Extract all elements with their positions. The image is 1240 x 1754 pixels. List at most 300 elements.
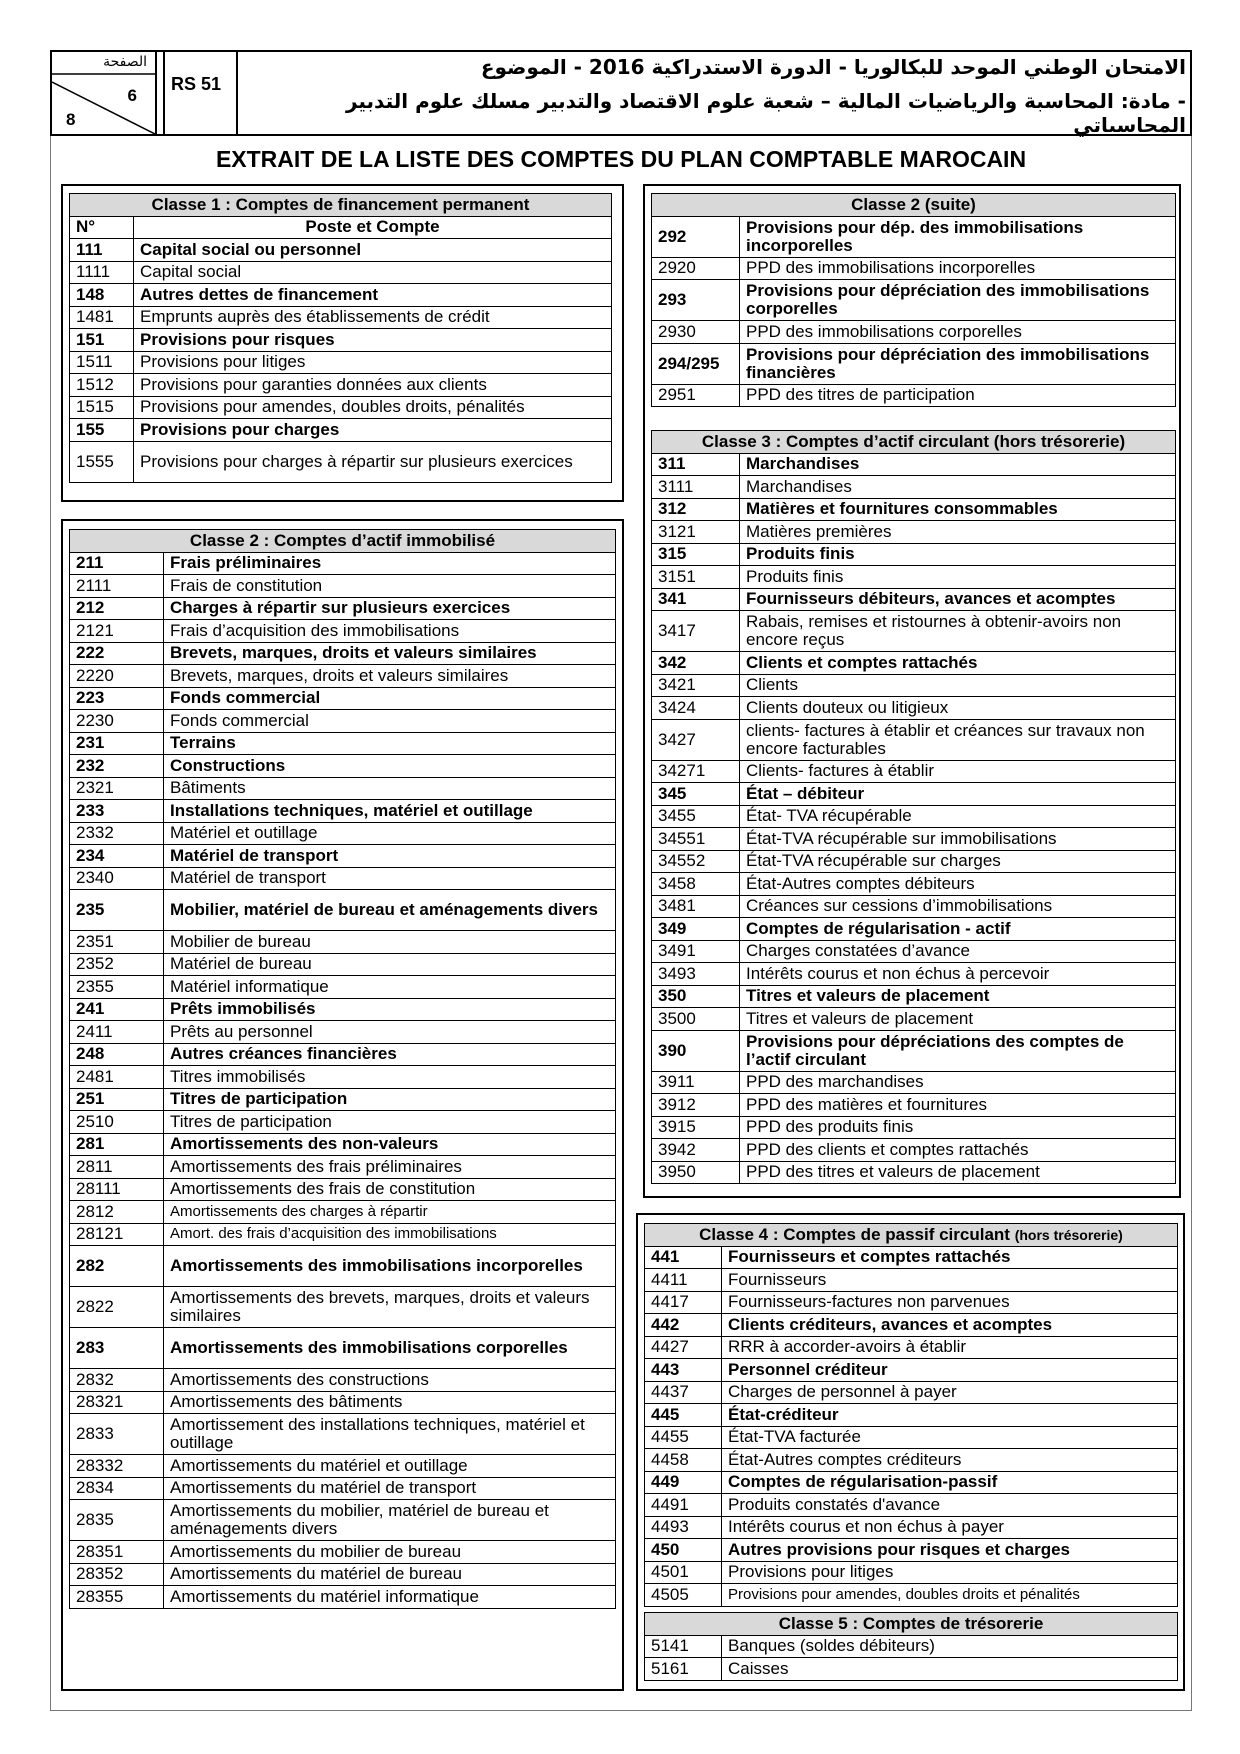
account-number: 28355: [70, 1586, 164, 1609]
account-number: 2930: [652, 321, 740, 344]
account-label: Amortissements du matériel et outillage: [164, 1455, 616, 1478]
account-row: [645, 1246, 1178, 1269]
account-number: 251: [70, 1088, 164, 1111]
col-poste-header: Poste et Compte: [134, 216, 612, 239]
page-total: 8: [66, 110, 76, 129]
account-number: 34271: [652, 760, 740, 783]
account-label: Provisions pour dép. des immobilisations incorporelles: [740, 216, 1176, 257]
account-row: [645, 1426, 1178, 1449]
account-row: [70, 597, 616, 620]
account-number: 4501: [645, 1561, 722, 1584]
account-number: 293: [652, 280, 740, 321]
account-row: [70, 665, 616, 688]
account-number: 349: [652, 918, 740, 941]
account-row: [70, 552, 616, 575]
account-row: [652, 216, 1176, 257]
account-row: [645, 1539, 1178, 1562]
account-number: 3151: [652, 566, 740, 589]
account-row: [645, 1449, 1178, 1472]
account-label: Titres et valeurs de placement: [740, 1008, 1176, 1031]
account-number: 28332: [70, 1455, 164, 1478]
account-number: 1515: [70, 396, 134, 419]
account-number: 3493: [652, 963, 740, 986]
account-label: Matériel de transport: [164, 845, 616, 868]
account-label: Charges constatées d’avance: [740, 940, 1176, 963]
account-row: [70, 1414, 616, 1455]
account-row: [652, 873, 1176, 896]
account-row: [70, 620, 616, 643]
account-label: Fournisseurs: [722, 1269, 1178, 1292]
account-label: Provisions pour risques: [134, 329, 612, 352]
account-row: [652, 521, 1176, 544]
account-number: 390: [652, 1030, 740, 1071]
account-number: 2351: [70, 931, 164, 954]
account-label: Matières premières: [740, 521, 1176, 544]
account-number: 294/295: [652, 343, 740, 384]
class3-title: Classe 3 : Comptes d’actif circulant (hors trésorerie): [652, 431, 1176, 454]
account-row: [70, 306, 612, 329]
account-row: [652, 1008, 1176, 1031]
account-label: PPD des titres de participation: [740, 384, 1176, 407]
account-number: 223: [70, 687, 164, 710]
account-label: Rabais, remises et ristournes à obtenir-avoirs non encore reçus: [740, 611, 1176, 652]
account-row: [70, 1500, 616, 1541]
account-label: Amortissements des immobilisations corporelles: [164, 1328, 616, 1369]
exam-header-text: [244, 52, 1186, 137]
account-number: 441: [645, 1246, 722, 1269]
account-row: [645, 1471, 1178, 1494]
account-label: Amortissements des charges à répartir: [164, 1201, 616, 1224]
account-row: [652, 588, 1176, 611]
account-number: 212: [70, 597, 164, 620]
account-number: 3942: [652, 1139, 740, 1162]
account-number: 28111: [70, 1178, 164, 1201]
account-number: 2832: [70, 1369, 164, 1392]
account-row: [652, 985, 1176, 1008]
account-row: [645, 1516, 1178, 1539]
account-label: Capital social: [134, 261, 612, 284]
account-row: [652, 850, 1176, 873]
account-row: [652, 828, 1176, 851]
account-label: Provisions pour dépréciation des immobilisations corporelles: [740, 280, 1176, 321]
account-row: [70, 1201, 616, 1224]
account-number: 5161: [645, 1658, 722, 1681]
account-row: [645, 1314, 1178, 1337]
account-label: État- TVA récupérable: [740, 805, 1176, 828]
page-title: EXTRAIT DE LA LISTE DES COMPTES DU PLAN COMPTABLE MAROCAIN: [215, 146, 1027, 172]
account-number: 222: [70, 642, 164, 665]
account-label: Clients- factures à établir: [740, 760, 1176, 783]
exam-header: [50, 50, 1192, 136]
account-label: Amortissements du matériel de transport: [164, 1477, 616, 1500]
account-number: 4491: [645, 1494, 722, 1517]
account-label: Mobilier de bureau: [164, 931, 616, 954]
account-label: Titres et valeurs de placement: [740, 985, 1176, 1008]
account-label: PPD des clients et comptes rattachés: [740, 1139, 1176, 1162]
account-label: Fournisseurs et comptes rattachés: [722, 1246, 1178, 1269]
account-label: Fonds commercial: [164, 687, 616, 710]
account-label: Produits constatés d'avance: [722, 1494, 1178, 1517]
account-row: [70, 1156, 616, 1179]
account-number: 4455: [645, 1426, 722, 1449]
account-number: 28352: [70, 1563, 164, 1586]
account-label: Personnel créditeur: [722, 1359, 1178, 1382]
account-label: État-TVA récupérable sur immobilisations: [740, 828, 1176, 851]
account-label: Charges à répartir sur plusieurs exercices: [164, 597, 616, 620]
account-label: Titres de participation: [164, 1111, 616, 1134]
account-row: [70, 890, 616, 931]
account-row: [70, 1477, 616, 1500]
account-label: Matériel et outillage: [164, 822, 616, 845]
account-number: 342: [652, 652, 740, 675]
account-row: [70, 261, 612, 284]
account-number: 2121: [70, 620, 164, 643]
account-number: 3950: [652, 1161, 740, 1184]
account-number: 443: [645, 1359, 722, 1382]
account-label: Fournisseurs débiteurs, avances et acomptes: [740, 588, 1176, 611]
account-label: Provisions pour amendes, doubles droits, pénalités: [134, 396, 612, 419]
account-row: [70, 1178, 616, 1201]
account-row: [645, 1635, 1178, 1658]
account-row: [70, 931, 616, 954]
account-row: [70, 374, 612, 397]
account-label: Amortissements des bâtiments: [164, 1391, 616, 1414]
account-number: 3500: [652, 1008, 740, 1031]
account-row: [652, 719, 1176, 760]
account-row: [70, 1541, 616, 1564]
account-number: 449: [645, 1471, 722, 1494]
account-row: [652, 1030, 1176, 1071]
account-row: [70, 1563, 616, 1586]
account-row: [70, 1369, 616, 1392]
account-row: [70, 845, 616, 868]
account-row: [70, 1223, 616, 1246]
account-label: Intérêts courus et non échus à percevoir: [740, 963, 1176, 986]
account-row: [70, 284, 612, 307]
account-label: Marchandises: [740, 453, 1176, 476]
account-label: Provisions pour dépréciation des immobilisations financières: [740, 343, 1176, 384]
account-row: [70, 777, 616, 800]
account-number: 2822: [70, 1287, 164, 1328]
account-label: Titres de participation: [164, 1088, 616, 1111]
account-row: [70, 998, 616, 1021]
account-number: 282: [70, 1246, 164, 1287]
account-label: État-créditeur: [722, 1404, 1178, 1427]
account-label: Amortissements du matériel informatique: [164, 1586, 616, 1609]
exam-title-line2: - مادة: المحاسبة والرياضيات المالية – شعبة علوم الاقتصاد والتدبير مسلك علوم التدبير المحاسباتي: [345, 89, 1186, 137]
account-row: [652, 1071, 1176, 1094]
account-label: PPD des titres et valeurs de placement: [740, 1161, 1176, 1184]
account-number: 2811: [70, 1156, 164, 1179]
col-number-header: N°: [70, 216, 134, 239]
account-number: 1111: [70, 261, 134, 284]
account-label: Amortissements du mobilier, matériel de bureau et aménagements divers: [164, 1500, 616, 1541]
account-number: 241: [70, 998, 164, 1021]
account-number: 3421: [652, 674, 740, 697]
account-row: [70, 1133, 616, 1156]
account-label: Clients douteux ou litigieux: [740, 697, 1176, 720]
class1-title: Classe 1 : Comptes de financement permanent: [70, 194, 612, 217]
account-row: [652, 1094, 1176, 1117]
account-row: [652, 697, 1176, 720]
exam-code: RS 51: [171, 74, 222, 94]
account-row: [70, 755, 616, 778]
page-number: 6: [127, 86, 137, 105]
account-row: [70, 396, 612, 419]
account-label: Amortissements du mobilier de bureau: [164, 1541, 616, 1564]
class1-table: [69, 193, 612, 483]
account-number: 1511: [70, 351, 134, 374]
account-label: Amortissements des brevets, marques, droits et valeurs similaires: [164, 1287, 616, 1328]
account-label: RRR à accorder-avoirs à établir: [722, 1336, 1178, 1359]
account-row: [645, 1658, 1178, 1681]
account-row: [70, 1043, 616, 1066]
class2-suite-table: [651, 193, 1176, 407]
account-label: Provisions pour litiges: [134, 351, 612, 374]
account-label: Créances sur cessions d’immobilisations: [740, 895, 1176, 918]
account-number: 231: [70, 732, 164, 755]
account-label: Provisions pour charges à répartir sur plusieurs exercices: [134, 441, 612, 482]
account-row: [70, 1586, 616, 1609]
account-number: 3427: [652, 719, 740, 760]
account-label: Constructions: [164, 755, 616, 778]
account-number: 1481: [70, 306, 134, 329]
account-row: [645, 1584, 1178, 1607]
account-label: Produits finis: [740, 566, 1176, 589]
account-row: [652, 652, 1176, 675]
account-row: [652, 566, 1176, 589]
account-number: 28321: [70, 1391, 164, 1414]
account-row: [70, 1328, 616, 1369]
account-number: 450: [645, 1539, 722, 1562]
account-row: [645, 1336, 1178, 1359]
exam-code-box: [163, 52, 238, 134]
account-row: [652, 895, 1176, 918]
account-row: [652, 257, 1176, 280]
account-label: Intérêts courus et non échus à payer: [722, 1516, 1178, 1539]
account-row: [70, 687, 616, 710]
account-row: [652, 498, 1176, 521]
account-number: 232: [70, 755, 164, 778]
exam-title-line1: الامتحان الوطني الموحد للبكالوريا - الدورة الاستدراكية 2016 - الموضوع: [480, 55, 1186, 79]
account-label: Provisions pour charges: [134, 419, 612, 442]
account-row: [652, 321, 1176, 344]
account-label: Matériel informatique: [164, 976, 616, 999]
account-row: [70, 953, 616, 976]
account-label: Clients et comptes rattachés: [740, 652, 1176, 675]
account-number: 234: [70, 845, 164, 868]
account-label: PPD des matières et fournitures: [740, 1094, 1176, 1117]
account-number: 3458: [652, 873, 740, 896]
account-number: 235: [70, 890, 164, 931]
account-number: 2920: [652, 257, 740, 280]
account-number: 311: [652, 453, 740, 476]
account-row: [645, 1494, 1178, 1517]
account-row: [70, 976, 616, 999]
account-label: Amortissements des non-valeurs: [164, 1133, 616, 1156]
account-row: [70, 239, 612, 262]
account-label: Autres créances financières: [164, 1043, 616, 1066]
account-label: clients- factures à établir et créances sur travaux non encore facturables: [740, 719, 1176, 760]
account-number: 4505: [645, 1584, 722, 1607]
account-label: PPD des immobilisations incorporelles: [740, 257, 1176, 280]
account-row: [70, 1455, 616, 1478]
account-row: [70, 732, 616, 755]
account-number: 111: [70, 239, 134, 262]
account-number: 151: [70, 329, 134, 352]
account-row: [652, 805, 1176, 828]
class2-table: [69, 529, 616, 1609]
account-number: 3915: [652, 1116, 740, 1139]
account-row: [70, 1021, 616, 1044]
account-label: Amortissements des frais préliminaires: [164, 1156, 616, 1179]
account-number: 2834: [70, 1477, 164, 1500]
account-label: État – débiteur: [740, 783, 1176, 806]
account-label: Provisions pour litiges: [722, 1561, 1178, 1584]
account-row: [645, 1269, 1178, 1292]
account-row: [70, 1088, 616, 1111]
account-label: Frais préliminaires: [164, 552, 616, 575]
account-row: [652, 1116, 1176, 1139]
account-number: 4411: [645, 1269, 722, 1292]
account-number: 34552: [652, 850, 740, 873]
account-label: Fonds commercial: [164, 710, 616, 733]
account-number: 281: [70, 1133, 164, 1156]
account-label: Clients créditeurs, avances et acomptes: [722, 1314, 1178, 1337]
account-number: 4458: [645, 1449, 722, 1472]
account-number: 345: [652, 783, 740, 806]
account-number: 2510: [70, 1111, 164, 1134]
account-number: 3417: [652, 611, 740, 652]
account-row: [70, 800, 616, 823]
account-number: 248: [70, 1043, 164, 1066]
account-number: 1555: [70, 441, 134, 482]
account-label: Banques (soldes débiteurs): [722, 1635, 1178, 1658]
account-label: Terrains: [164, 732, 616, 755]
account-number: 211: [70, 552, 164, 575]
account-number: 312: [652, 498, 740, 521]
account-row: [652, 1161, 1176, 1184]
account-row: [652, 674, 1176, 697]
account-label: Autres provisions pour risques et charges: [722, 1539, 1178, 1562]
account-number: 3455: [652, 805, 740, 828]
account-number: 28121: [70, 1223, 164, 1246]
account-label: Frais d’acquisition des immobilisations: [164, 620, 616, 643]
account-label: Produits finis: [740, 543, 1176, 566]
class4-title-note: (hors trésorerie): [1014, 1226, 1123, 1243]
account-label: Provisions pour dépréciations des comptes de l’actif circulant: [740, 1030, 1176, 1071]
account-number: 28351: [70, 1541, 164, 1564]
account-row: [652, 611, 1176, 652]
account-label: Amortissements des immobilisations incorporelles: [164, 1246, 616, 1287]
page-label: الصفحة: [103, 54, 147, 70]
account-row: [70, 867, 616, 890]
account-number: 341: [652, 588, 740, 611]
account-label: Provisions pour garanties données aux clients: [134, 374, 612, 397]
account-row: [652, 384, 1176, 407]
account-label: Emprunts auprès des établissements de crédit: [134, 306, 612, 329]
account-row: [645, 1359, 1178, 1382]
account-number: 2951: [652, 384, 740, 407]
account-label: Prêts au personnel: [164, 1021, 616, 1044]
account-row: [645, 1561, 1178, 1584]
account-row: [645, 1404, 1178, 1427]
account-row: [70, 351, 612, 374]
account-row: [652, 940, 1176, 963]
account-row: [70, 1066, 616, 1089]
account-label: Amortissements des constructions: [164, 1369, 616, 1392]
class4-title: [645, 1224, 1178, 1247]
account-number: 2833: [70, 1414, 164, 1455]
class5-title: Classe 5 : Comptes de trésorerie: [645, 1613, 1178, 1636]
account-row: [70, 575, 616, 598]
account-row: [70, 1111, 616, 1134]
account-label: Bâtiments: [164, 777, 616, 800]
account-number: 2481: [70, 1066, 164, 1089]
account-label: Prêts immobilisés: [164, 998, 616, 1021]
account-number: 2411: [70, 1021, 164, 1044]
account-number: 2321: [70, 777, 164, 800]
account-label: Comptes de régularisation - actif: [740, 918, 1176, 941]
account-number: 2812: [70, 1201, 164, 1224]
account-label: Caisses: [722, 1658, 1178, 1681]
account-label: Capital social ou personnel: [134, 239, 612, 262]
account-number: 4427: [645, 1336, 722, 1359]
account-label: Brevets, marques, droits et valeurs similaires: [164, 642, 616, 665]
page-number-box: [52, 52, 157, 134]
account-label: Matériel de bureau: [164, 953, 616, 976]
account-number: 155: [70, 419, 134, 442]
account-label: Titres immobilisés: [164, 1066, 616, 1089]
account-row: [645, 1291, 1178, 1314]
account-number: 4437: [645, 1381, 722, 1404]
account-number: 3481: [652, 895, 740, 918]
account-number: 4417: [645, 1291, 722, 1314]
account-row: [652, 543, 1176, 566]
account-label: Comptes de régularisation-passif: [722, 1471, 1178, 1494]
account-number: 3491: [652, 940, 740, 963]
account-label: État-TVA facturée: [722, 1426, 1178, 1449]
account-label: Marchandises: [740, 476, 1176, 499]
account-label: Charges de personnel à payer: [722, 1381, 1178, 1404]
class2-title: Classe 2 : Comptes d’actif immobilisé: [70, 530, 616, 553]
account-row: [652, 1139, 1176, 1162]
account-number: 3424: [652, 697, 740, 720]
account-row: [70, 441, 612, 482]
class2-suite-title: Classe 2 (suite): [652, 194, 1176, 217]
account-number: 350: [652, 985, 740, 1008]
account-label: Brevets, marques, droits et valeurs similaires: [164, 665, 616, 688]
account-row: [652, 343, 1176, 384]
account-label: Matériel de transport: [164, 867, 616, 890]
account-number: 233: [70, 800, 164, 823]
account-row: [652, 476, 1176, 499]
account-number: 3111: [652, 476, 740, 499]
account-row: [70, 822, 616, 845]
account-number: 34551: [652, 828, 740, 851]
account-number: 2111: [70, 575, 164, 598]
account-number: 148: [70, 284, 134, 307]
account-label: Matières et fournitures consommables: [740, 498, 1176, 521]
account-label: Fournisseurs-factures non parvenues: [722, 1291, 1178, 1314]
account-number: 2352: [70, 953, 164, 976]
account-row: [70, 642, 616, 665]
account-row: [652, 760, 1176, 783]
account-label: Clients: [740, 674, 1176, 697]
account-label: PPD des immobilisations corporelles: [740, 321, 1176, 344]
account-number: 2230: [70, 710, 164, 733]
account-row: [652, 963, 1176, 986]
